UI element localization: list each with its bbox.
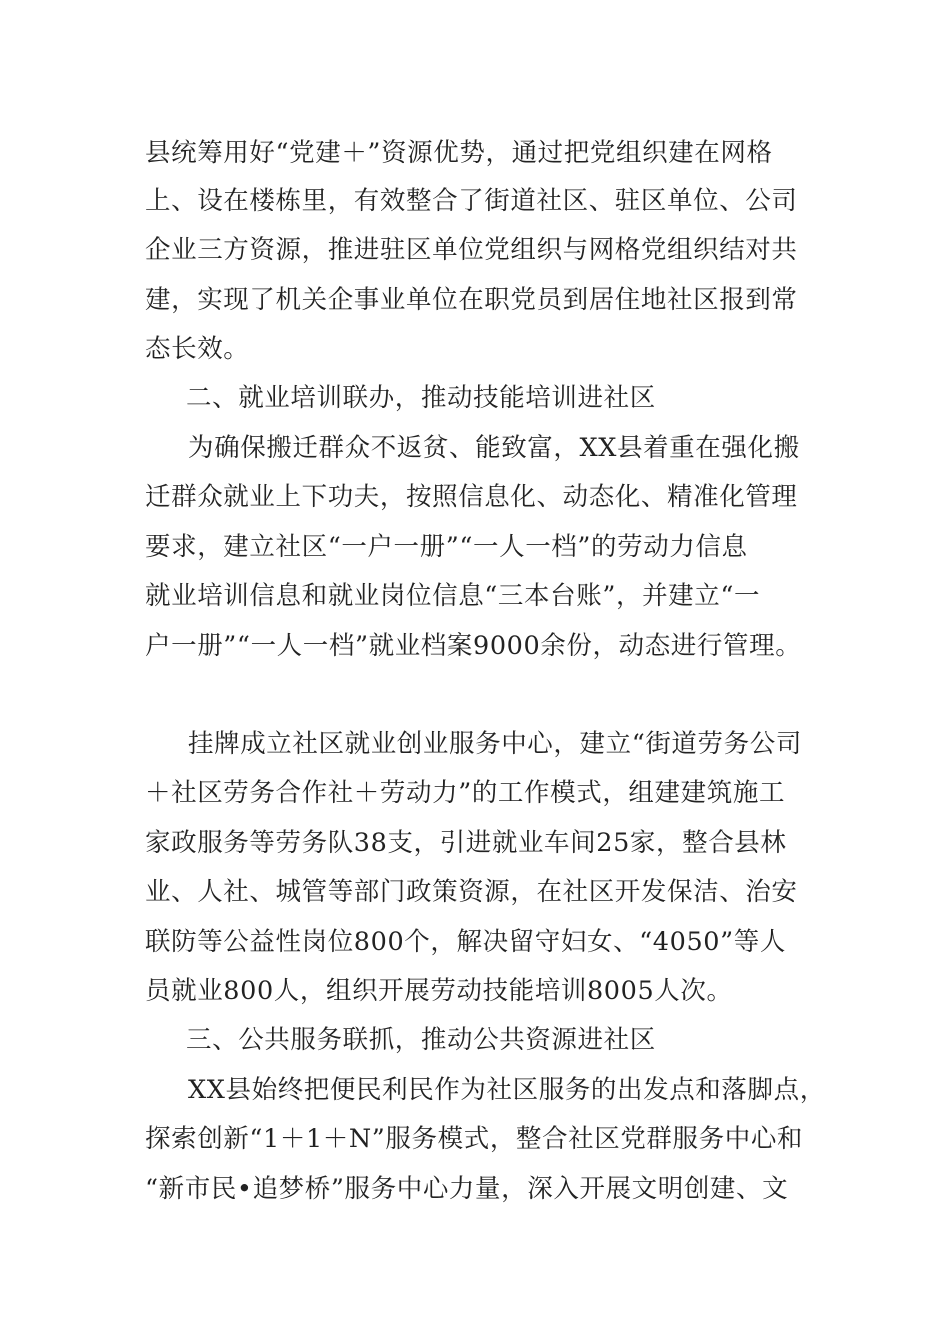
paragraph-4-line-3: “新市民•追梦桥”服务中心力量，深入开展文明创建、文 xyxy=(145,1174,789,1204)
paragraph-4-line-2: 探索创新“1＋1＋N”服务模式，整合社区党群服务中心和 xyxy=(145,1124,804,1154)
section-heading-2: 二、就业培训联办，推动技能培训进社区 xyxy=(186,383,656,413)
paragraph-2-line-2: 迁群众就业上下功夫，按照信息化、动态化、精准化管理 xyxy=(145,482,798,512)
paragraph-4-line-1: XX县始终把便民利民作为社区服务的出发点和落脚点， xyxy=(188,1075,826,1105)
paragraph-1-line-1: 县统筹用好“党建＋”资源优势，通过把党组织建在网格 xyxy=(145,138,773,168)
paragraph-2-line-4: 就业培训信息和就业岗位信息“三本台账”，并建立“一 xyxy=(145,581,761,611)
paragraph-2-line-5: 户一册”“一人一档”就业档案9000余份，动态进行管理。 xyxy=(145,631,802,661)
paragraph-3-line-2: ＋社区劳务合作社＋劳动力”的工作模式，组建建筑施工 xyxy=(145,778,786,808)
paragraph-1-line-5: 态长效。 xyxy=(145,334,250,364)
paragraph-3-line-5: 联防等公益性岗位800个，解决留守妇女、“4050”等人 xyxy=(145,927,786,957)
paragraph-2-line-1: 为确保搬迁群众不返贫、能致富，XX县着重在强化搬 xyxy=(188,433,800,463)
section-heading-3: 三、公共服务联抓，推动公共资源进社区 xyxy=(186,1025,656,1055)
paragraph-1-line-3: 企业三方资源，推进驻区单位党组织与网格党组织结对共 xyxy=(145,235,798,265)
paragraph-3-line-4: 业、人社、城管等部门政策资源，在社区开发保洁、治安 xyxy=(145,877,798,907)
paragraph-1-line-2: 上、设在楼栋里，有效整合了街道社区、驻区单位、公司 xyxy=(145,186,798,216)
paragraph-2-line-3: 要求，建立社区“一户一册”“一人一档”的劳动力信息 xyxy=(145,532,748,562)
paragraph-3-line-3: 家政服务等劳务队38支，引进就业车间25家，整合县林 xyxy=(145,828,787,858)
paragraph-3-line-6: 员就业800人，组织开展劳动技能培训8005人次。 xyxy=(145,976,733,1006)
paragraph-1-line-4: 建，实现了机关企事业单位在职党员到居住地社区报到常 xyxy=(145,285,798,315)
paragraph-3-line-1: 挂牌成立社区就业创业服务中心，建立“街道劳务公司 xyxy=(188,729,802,759)
